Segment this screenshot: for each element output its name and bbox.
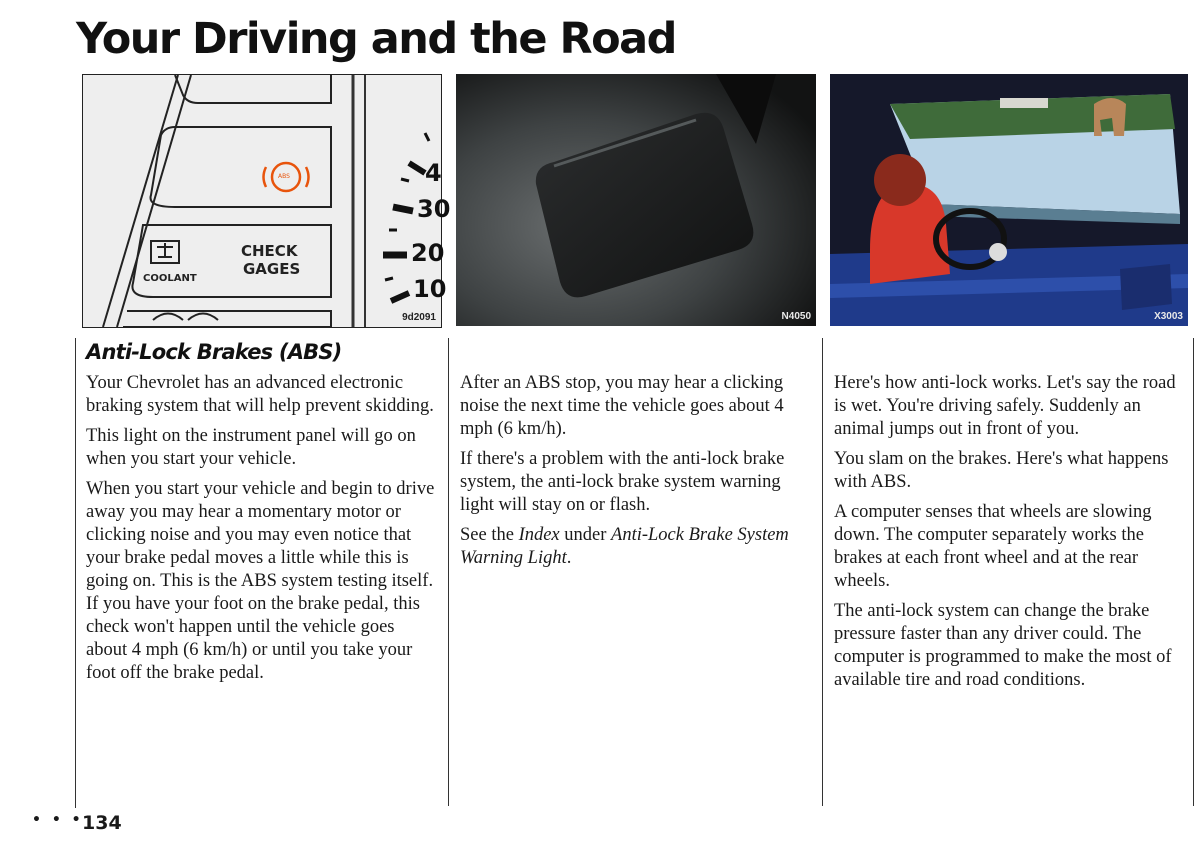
paragraph: Your Chevrolet has an advanced electronic braking system that will help prevent skidding. bbox=[86, 373, 434, 416]
text-column-2 bbox=[460, 372, 812, 577]
column-divider bbox=[75, 338, 76, 808]
text-run: under bbox=[559, 525, 612, 545]
paragraph: If there's a problem with the anti-lock brake system, the anti-lock brake system warning light will stay on or flash. bbox=[460, 449, 785, 515]
check-label: CHECK bbox=[241, 242, 298, 260]
page-number: 134 bbox=[82, 812, 122, 834]
column-divider bbox=[1193, 338, 1194, 806]
speedo-number: 10 bbox=[413, 275, 447, 303]
column-divider bbox=[822, 338, 823, 806]
column-divider bbox=[448, 338, 449, 806]
speedo-number: 30 bbox=[417, 195, 451, 223]
index-reference: Index bbox=[518, 525, 560, 545]
figure-code: X3003 bbox=[1154, 311, 1183, 322]
figure-driver-photo bbox=[830, 74, 1188, 326]
instrument-panel-illustration bbox=[83, 75, 441, 327]
paragraph: This light on the instrument panel will go on when you start your vehicle. bbox=[86, 426, 416, 469]
paragraph-cross-reference bbox=[460, 524, 812, 570]
page-dots: • • • bbox=[32, 812, 84, 828]
paragraph: A computer senses that wheels are slowing down. The computer separately works the brakes at each front wheel and at the rear wheels. bbox=[834, 502, 1152, 591]
figure-instrument-panel bbox=[82, 74, 451, 328]
brake-pedal-illustration bbox=[456, 74, 816, 326]
text-run: See the bbox=[460, 525, 519, 545]
driver-deer-illustration bbox=[830, 74, 1188, 326]
figure-code: N4050 bbox=[781, 311, 811, 322]
warning-light-reference: Anti-Lock Brake System Warning Light bbox=[460, 525, 789, 568]
text-column-1 bbox=[86, 372, 438, 692]
speedo-number: 20 bbox=[411, 239, 445, 267]
text-run: . bbox=[566, 548, 572, 568]
paragraph: You slam on the brakes. Here's what happens with ABS. bbox=[834, 449, 1169, 492]
figure-brake-pedal-photo bbox=[456, 74, 816, 326]
gages-label: GAGES bbox=[243, 260, 301, 278]
paragraph: Here's how anti-lock works. Let's say the road is wet. You're driving safely. Suddenly an animal jumps out in front of you. bbox=[834, 373, 1176, 439]
figure-code: 9d2091 bbox=[402, 312, 436, 323]
page-title: Your Driving and the Road bbox=[76, 14, 676, 64]
text-column-3 bbox=[834, 372, 1190, 699]
coolant-label: COOLANT bbox=[143, 273, 197, 284]
abs-symbol-label: ABS bbox=[278, 173, 290, 180]
paragraph: When you start your vehicle and begin to drive away you may hear a momentary motor or clicking noise and you may even notice that your brake pedal moves a little while this is going on. This is the ABS system testing itself. If you have your foot on the brake pedal, this check won't happen until the vehicle goes about 4 mph (6 km/h) or until you take your foot off the brake pedal. bbox=[86, 479, 435, 683]
section-heading: Anti-Lock Brakes (ABS) bbox=[86, 340, 342, 364]
paragraph: After an ABS stop, you may hear a clicking noise the next time the vehicle goes about 4 mph (6 km/h). bbox=[460, 373, 784, 439]
paragraph: The anti-lock system can change the brake pressure faster than any driver could. The computer is programmed to make the most of available tire and road conditions. bbox=[834, 601, 1172, 690]
speedo-number: 4 bbox=[425, 159, 442, 187]
